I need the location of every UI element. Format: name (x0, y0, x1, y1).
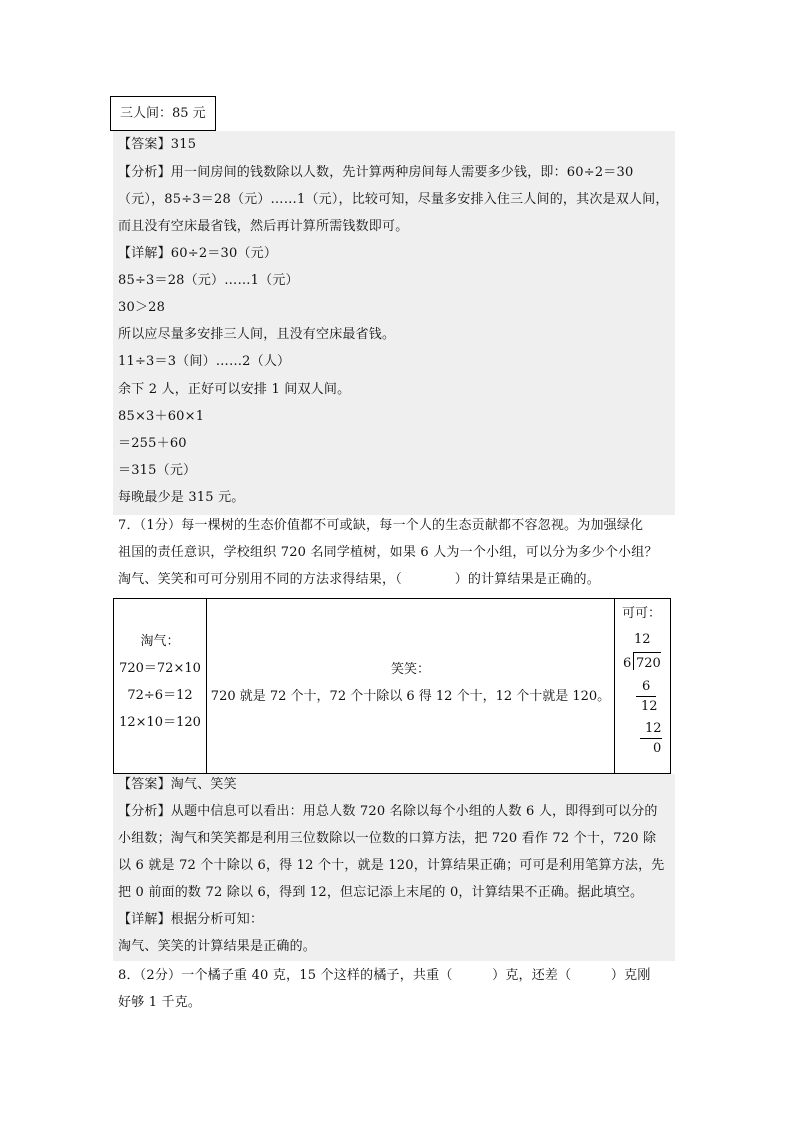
keke-dividend: 720 (636, 656, 661, 671)
xiaoxiao-cell (207, 599, 615, 773)
taoqi-step-3: 12×10＝120 (119, 715, 201, 730)
q7-analysis-3: 以 6 就是 72 个十除以 6，得 12 个十，就是 120，计算结果正确；可可是利用笔算方法，先 (118, 858, 665, 873)
xiaoxiao-method: 720 就是 72 个十，72 个十除以 6 得 12 个十，12 个十就是 120。 (210, 689, 611, 704)
q6-detail-2: 85÷3＝28（元）……1（元） (118, 273, 299, 288)
answer-block-q6 (113, 131, 675, 515)
taoqi-cell (114, 599, 207, 773)
room-price-box (110, 96, 216, 131)
q6-analysis-1: 【分析】用一间房间的钱数除以人数，先计算两种房间每人需要多少钱，即：60÷2＝30 (118, 165, 634, 180)
q6-detail-6: 余下 2 人，正好可以安排 1 间双人间。 (118, 382, 351, 397)
q7-answer: 【答案】淘气、笑笑 (118, 777, 237, 792)
keke-remainder-1: 12 (641, 699, 658, 714)
keke-quotient: 12 (634, 632, 651, 647)
q6-detail-4: 所以应尽量多安排三人间，且没有空床最省钱。 (118, 327, 396, 342)
xiaoxiao-name: 笑笑： (390, 662, 430, 677)
q7-detail-1: 【详解】根据分析可知： (118, 912, 264, 927)
q7-line-3: 淘气、笑笑和可可分别用不同的方法求得结果，（ ）的计算结果是正确的。 (118, 572, 600, 587)
subtract-line-1 (636, 696, 656, 697)
q7-line-1: 7．（1分）每一棵树的生态价值都不可或缺，每一个人的生态贡献都不容忽视。为加强绿化 (118, 518, 644, 533)
q6-answer: 【答案】315 (118, 137, 197, 152)
q7-analysis-4: 把 0 前面的数 72 除以 6，得到 12，但忘记添上末尾的 0，计算结果不正确。据此填空。 (118, 885, 644, 900)
keke-subtract-1: 6 (642, 679, 651, 694)
q8-line-2: 好够 1 千克。 (118, 995, 202, 1010)
division-bracket (633, 653, 634, 670)
q7-analysis-2: 小组数；淘气和笑笑都是利用三位数除以一位数的口算方法，把 720 看作 72 个十，720 除 (118, 831, 657, 846)
q6-detail-10: 每晚最少是 315 元。 (118, 490, 245, 505)
keke-name: 可可： (622, 606, 662, 621)
taoqi-step-1: 720＝72×10 (119, 661, 201, 676)
keke-subtract-2: 12 (645, 721, 662, 736)
subtract-line-2 (640, 738, 662, 739)
q8-line-1: 8．（2分）一个橘子重 40 克，15 个这样的橘子，共重（ ）克，还差（ ）克刚 (118, 968, 651, 983)
q6-detail-3: 30＞28 (118, 300, 166, 315)
q6-analysis-3: 而且没有空床最省钱，然后再计算所需钱数即可。 (118, 219, 409, 234)
division-bar (633, 652, 661, 653)
taoqi-step-2: 72÷6＝12 (127, 688, 193, 703)
methods-table (113, 598, 671, 774)
q6-detail-9: ＝315（元） (118, 463, 197, 478)
q6-detail-7: 85×3＋60×1 (118, 409, 205, 424)
keke-remainder-2: 0 (653, 741, 662, 756)
q6-detail-1: 【详解】60÷2＝30（元） (118, 246, 278, 261)
q7-line-2: 祖国的责任意识，学校组织 720 名同学植树，如果 6 人为一个小组，可以分为多少个小组？ (118, 545, 658, 560)
q6-detail-8: ＝255＋60 (118, 436, 187, 451)
q7-analysis-1: 【分析】从题中信息可以看出：用总人数 720 名除以每个小组的人数 6 人，即得到可以分的 (118, 804, 658, 819)
q6-detail-5: 11÷3＝3（间）……2（人） (118, 354, 291, 369)
keke-cell (615, 599, 670, 773)
taoqi-name: 淘气： (140, 634, 180, 649)
keke-divisor: 6 (623, 656, 632, 671)
q6-analysis-2: （元），85÷3＝28（元）……1（元），比较可知，尽量多安排入住三人间的，其次是双人间， (118, 192, 669, 207)
q7-detail-2: 淘气、笑笑的计算结果是正确的。 (118, 939, 317, 954)
room-price-text: 三人间：85 元 (120, 106, 206, 121)
